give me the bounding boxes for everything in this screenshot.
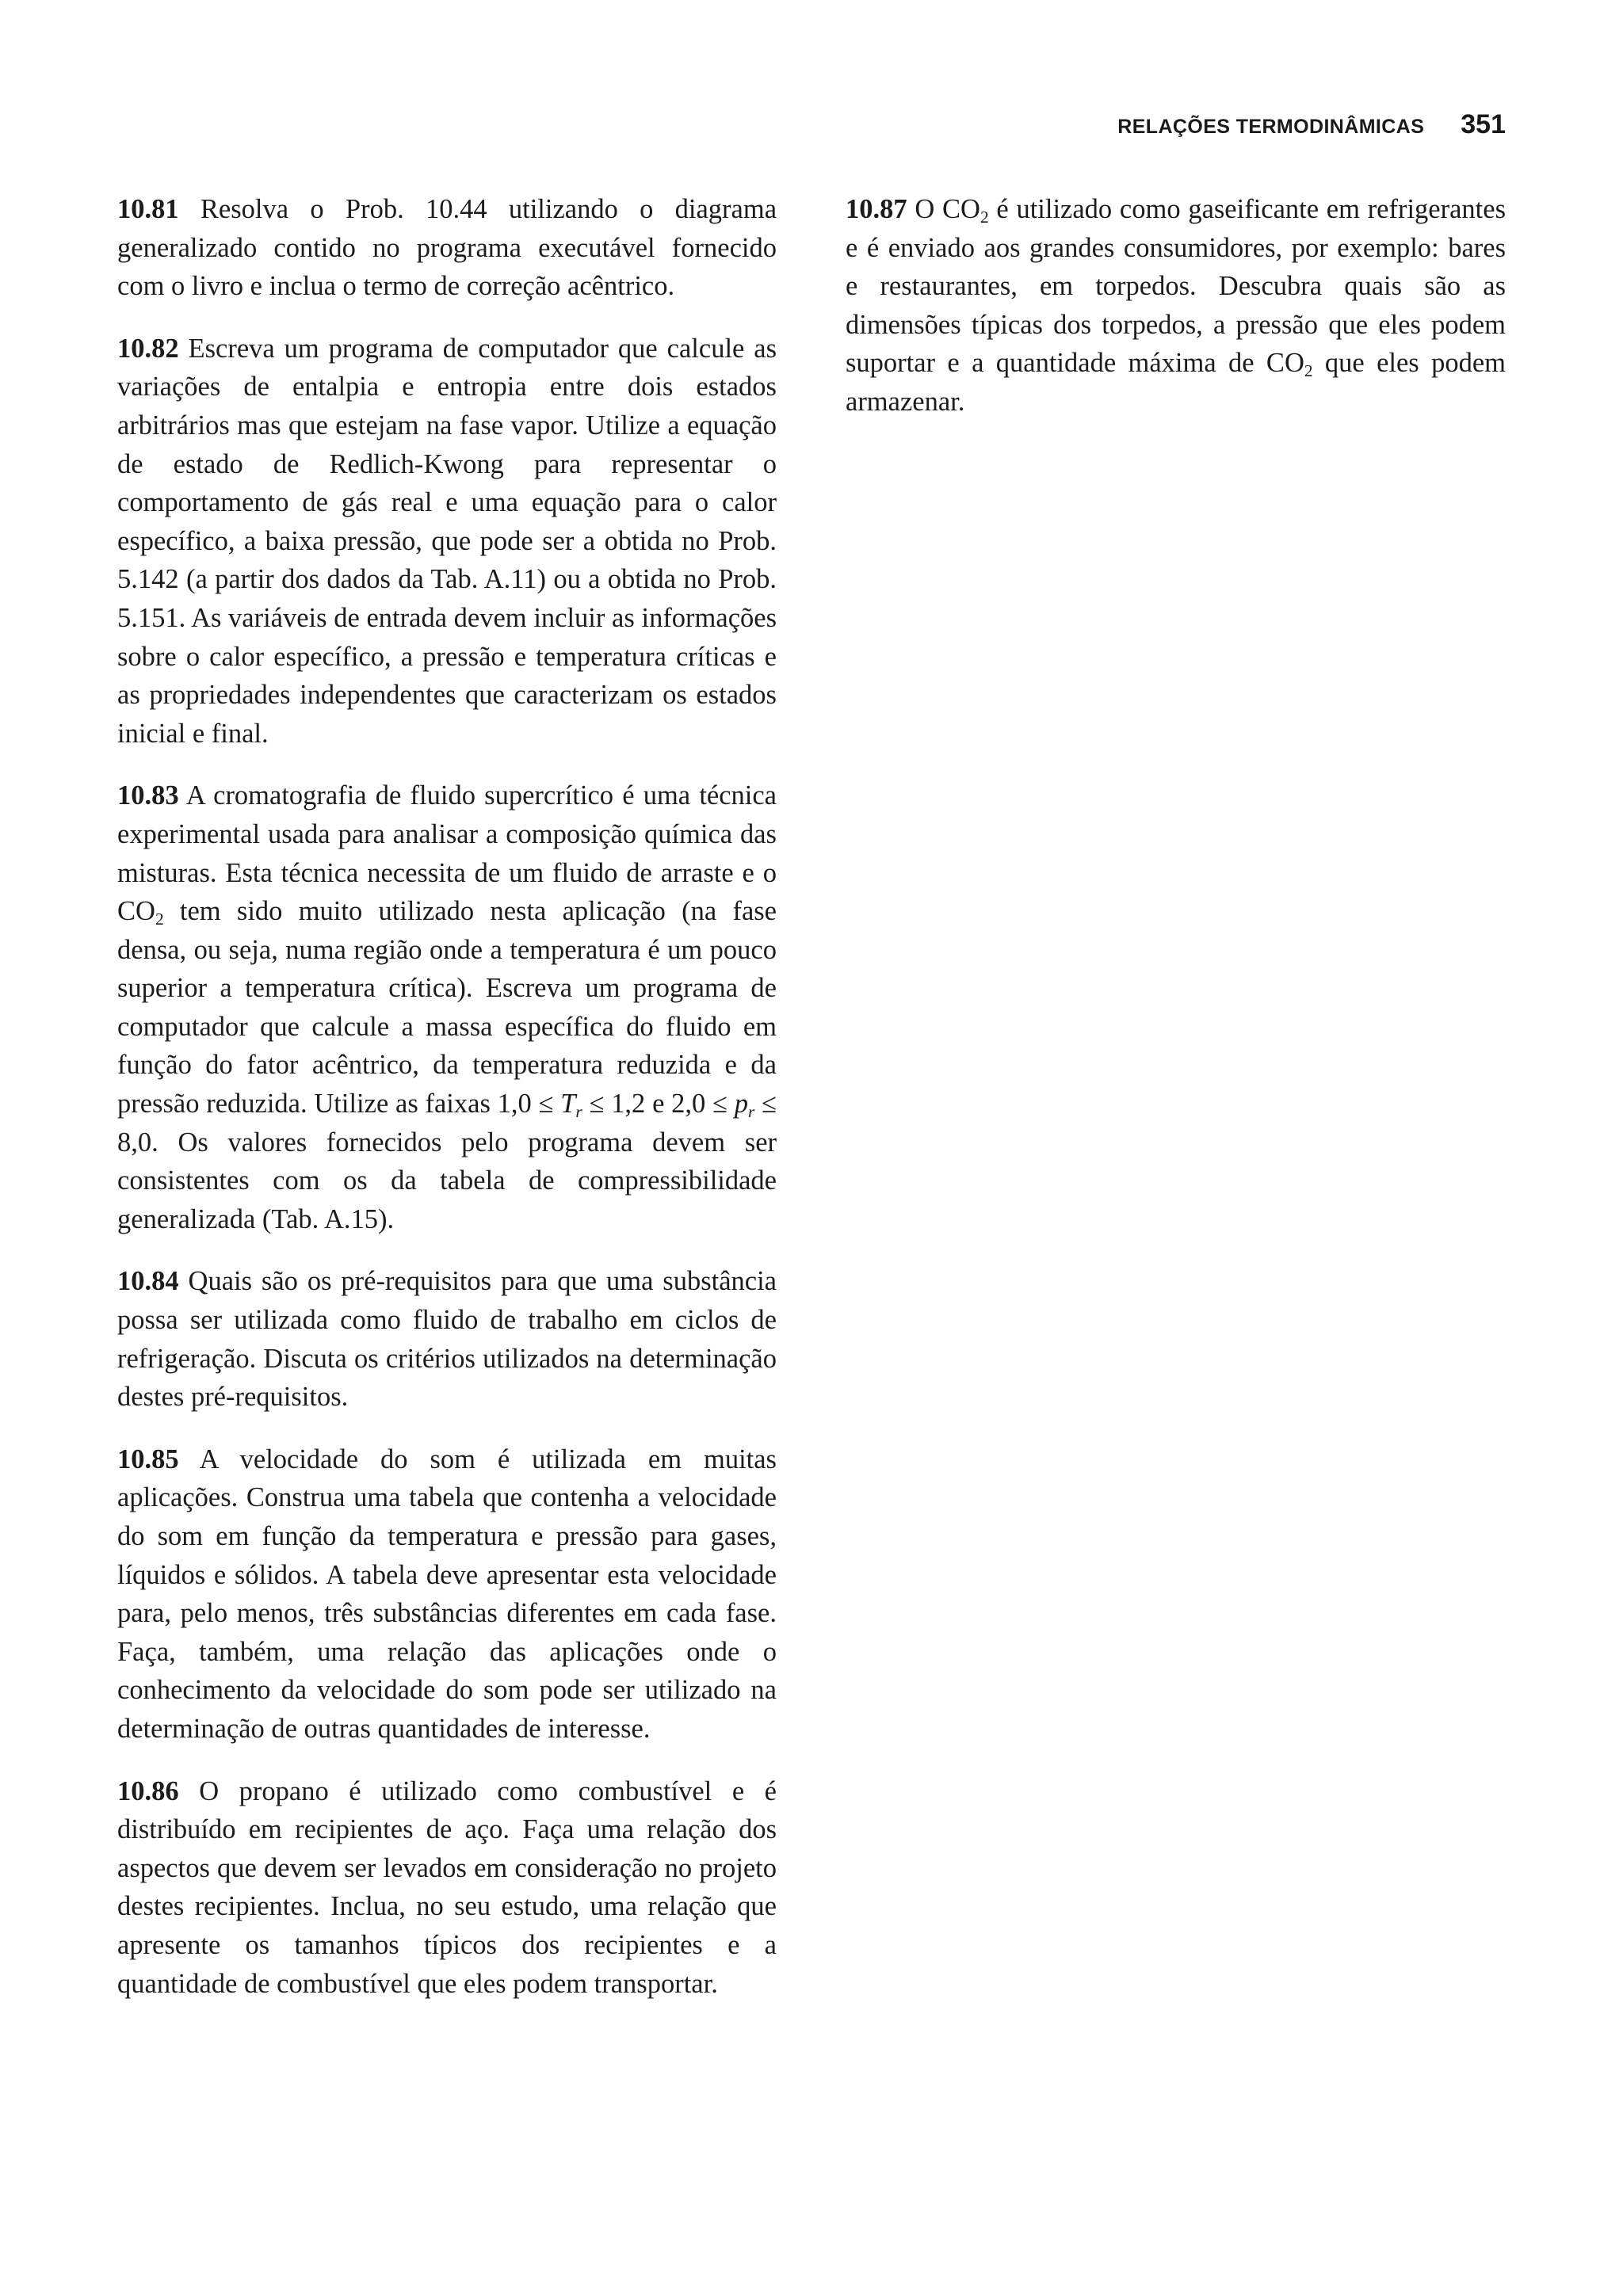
problem-number: 10.81 <box>117 194 179 224</box>
problem-text: A cromatografia de fluido supercrítico é uma técnica experimental usada para analisar a composição química das misturas. Esta técnica necessita de um fluido de arraste e o CO <box>117 780 777 927</box>
problem-text: Resolva o Prob. 10.44 utilizando o diagrama generalizado contido no programa executável fornecido com o livro e inclua o termo de correção acêntrico. <box>117 194 777 302</box>
problem-10-85 <box>117 1440 777 1749</box>
problem-number: 10.87 <box>846 194 907 224</box>
subscript-2: 2 <box>980 207 989 227</box>
subscript-r: r <box>575 1102 582 1122</box>
problem-10-82 <box>117 330 777 753</box>
problem-10-81 <box>117 190 777 306</box>
problem-text: ≤ 1,2 e 2,0 ≤ <box>582 1089 735 1119</box>
problem-10-86 <box>117 1772 777 2004</box>
variable-p: p <box>734 1089 748 1119</box>
problem-text: Escreva um programa de computador que calcule as variações de entalpia e entropia entre dois estados arbitrários mas que estejam na fase vapor. Utilize a equação de estado de Redlich-Kwong para representar o comportamento de gás real e uma equação para o calor específico, a baixa pressão, que pode ser a obtida no Prob. 5.142 (a partir dos dados da Tab. A.11) ou a obtida no Prob. 5.151. As variáveis de entrada devem incluir as informações sobre o calor específico, a pressão e temperatura críticas e as propriedades independentes que caracterizam os estados inicial e final. <box>117 333 777 749</box>
left-column <box>117 190 777 2027</box>
subscript-r: r <box>747 1102 755 1122</box>
problem-10-87 <box>846 190 1506 421</box>
problem-10-83 <box>117 776 777 1238</box>
subscript-2: 2 <box>155 910 164 929</box>
problem-number: 10.82 <box>117 333 179 364</box>
problem-text: Quais são os pré-requisitos para que uma substância possa ser utilizada como fluido de trabalho em ciclos de refrigeração. Discuta os critérios utilizados na determinação destes pré-requisitos. <box>117 1266 777 1413</box>
problem-text: que eles podem armazenar. <box>846 348 1506 417</box>
chapter-title: RELAÇÕES TERMODINÂMICAS <box>1117 116 1425 138</box>
page-number: 351 <box>1461 109 1506 139</box>
variable-t: T <box>560 1089 576 1119</box>
problem-text: tem sido muito utilizado nesta aplicação (na fase densa, ou seja, numa região onde a temperatura é um pouco superior a temperatura crítica). Escreva um programa de computador que calcule a massa específica do fluido em função do fator acêntrico, da temperatura reduzida e da pressão reduzida. Utilize as faixas 1,0 ≤ <box>117 896 777 1119</box>
problem-number: 10.85 <box>117 1444 179 1474</box>
subscript-2: 2 <box>1304 361 1313 381</box>
problem-10-84 <box>117 1262 777 1416</box>
problem-text: O propano é utilizado como combustível e é distribuído em recipientes de aço. Faça uma relação dos aspectos que devem ser levados em consideração no projeto destes recipientes. Inclua, no seu estudo, uma relação que apresente os tamanhos típicos dos recipientes e a quantidade de combustível que eles podem transportar. <box>117 1775 777 1999</box>
right-column <box>846 190 1506 445</box>
problem-text: ≤ 8,0. Os valores fornecidos pelo programa devem ser consistentes com os da tabela de compressibilidade generalizada (Tab. A.15). <box>117 1089 777 1234</box>
problem-number: 10.84 <box>117 1266 179 1297</box>
problem-text: A velocidade do som é utilizada em muitas aplicações. Construa uma tabela que contenha a velocidade do som em função da temperatura e pressão para gases, líquidos e sólidos. A tabela deve apresentar esta velocidade para, pelo menos, três substâncias diferentes em cada fase. Faça, também, uma relação das aplicações onde o conhecimento da velocidade do som pode ser utilizado na determinação de outras quantidades de interesse. <box>117 1444 777 1744</box>
problem-text: O CO <box>915 194 980 224</box>
problem-text: é utilizado como gaseificante em refrigerantes e é enviado aos grandes consumidores, por exemplo: bares e restaurantes, em torpedos. Descubra quais são as dimensões típicas dos torpedos, a pressão que eles podem suportar e a quantidade máxima de CO <box>846 194 1506 379</box>
problem-number: 10.83 <box>117 780 179 811</box>
running-header <box>1117 109 1506 140</box>
problem-number: 10.86 <box>117 1775 179 1806</box>
